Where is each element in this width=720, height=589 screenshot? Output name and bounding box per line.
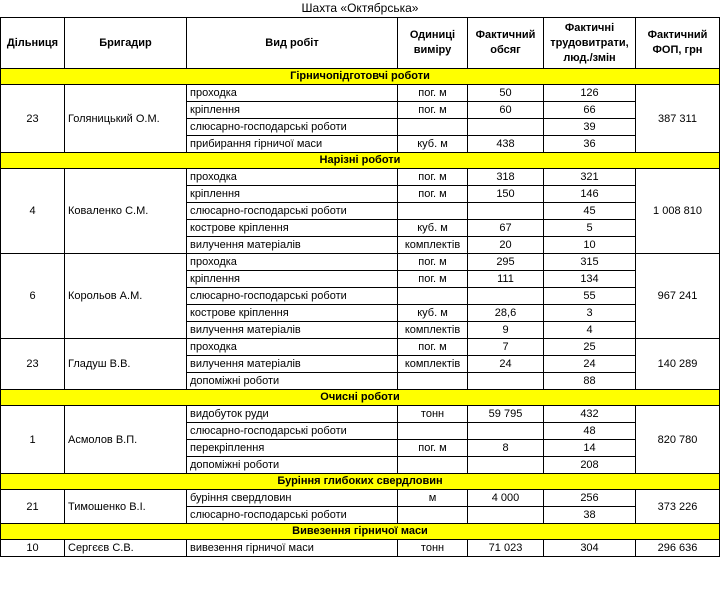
work-type-cell: слюсарно-господарські роботи xyxy=(187,507,398,524)
unit-cell: пог. м xyxy=(398,169,468,186)
unit-cell xyxy=(398,119,468,136)
volume-cell: 8 xyxy=(468,440,544,457)
labor-cell: 3 xyxy=(544,305,636,322)
group-header-row xyxy=(1,69,720,85)
volume-cell: 318 xyxy=(468,169,544,186)
unit-cell: пог. м xyxy=(398,85,468,102)
brigadier-cell: Гладуш В.В. xyxy=(65,339,187,390)
group-title: Вивезення гірничої маси xyxy=(1,524,720,540)
fop-cell: 1 008 810 xyxy=(636,169,720,254)
volume-cell: 28,6 xyxy=(468,305,544,322)
volume-cell xyxy=(468,457,544,474)
unit-cell: тонн xyxy=(398,540,468,557)
section-number-cell: 10 xyxy=(1,540,65,557)
unit-cell: пог. м xyxy=(398,186,468,203)
fop-cell: 967 241 xyxy=(636,254,720,339)
header-row xyxy=(1,18,720,69)
work-type-cell: вилучення матеріалів xyxy=(187,322,398,339)
labor-cell: 48 xyxy=(544,423,636,440)
unit-cell xyxy=(398,203,468,220)
table-row xyxy=(1,406,720,423)
work-type-cell: вивезення гірничої маси xyxy=(187,540,398,557)
labor-cell: 38 xyxy=(544,507,636,524)
volume-cell xyxy=(468,203,544,220)
section-number-cell: 21 xyxy=(1,490,65,524)
unit-cell: пог. м xyxy=(398,102,468,119)
work-type-cell: проходка xyxy=(187,254,398,271)
section-number-cell: 23 xyxy=(1,85,65,153)
labor-cell: 88 xyxy=(544,373,636,390)
unit-cell xyxy=(398,507,468,524)
unit-cell: куб. м xyxy=(398,220,468,237)
volume-cell xyxy=(468,423,544,440)
work-type-cell: кріплення xyxy=(187,271,398,288)
labor-cell: 304 xyxy=(544,540,636,557)
fop-cell: 820 780 xyxy=(636,406,720,474)
volume-cell: 50 xyxy=(468,85,544,102)
section-number-cell: 6 xyxy=(1,254,65,339)
volume-cell xyxy=(468,507,544,524)
labor-cell: 321 xyxy=(544,169,636,186)
labor-cell: 66 xyxy=(544,102,636,119)
unit-cell: пог. м xyxy=(398,339,468,356)
unit-cell: куб. м xyxy=(398,305,468,322)
brigadier-cell: Голяницький О.М. xyxy=(65,85,187,153)
work-type-cell: слюсарно-господарські роботи xyxy=(187,423,398,440)
volume-cell: 59 795 xyxy=(468,406,544,423)
labor-cell: 45 xyxy=(544,203,636,220)
col-header-work-type: Вид робіт xyxy=(187,18,398,69)
group-title: Гірничопідготовчі роботи xyxy=(1,69,720,85)
labor-cell: 24 xyxy=(544,356,636,373)
section-number-cell: 1 xyxy=(1,406,65,474)
work-type-cell: проходка xyxy=(187,339,398,356)
labor-cell: 126 xyxy=(544,85,636,102)
col-header-fop: Фактичний ФОП, грн xyxy=(636,18,720,69)
volume-cell xyxy=(468,288,544,305)
volume-cell: 150 xyxy=(468,186,544,203)
group-title: Очисні роботи xyxy=(1,390,720,406)
labor-cell: 146 xyxy=(544,186,636,203)
volume-cell xyxy=(468,119,544,136)
work-type-cell: вилучення матеріалів xyxy=(187,237,398,254)
table-row xyxy=(1,339,720,356)
work-report-table xyxy=(0,17,720,557)
work-type-cell: прибирання гірничої маси xyxy=(187,136,398,153)
section-number-cell: 4 xyxy=(1,169,65,254)
unit-cell: комплектів xyxy=(398,356,468,373)
volume-cell: 71 023 xyxy=(468,540,544,557)
unit-cell xyxy=(398,457,468,474)
unit-cell xyxy=(398,288,468,305)
table-row xyxy=(1,540,720,557)
labor-cell: 10 xyxy=(544,237,636,254)
unit-cell: куб. м xyxy=(398,136,468,153)
table-body xyxy=(1,69,720,557)
labor-cell: 256 xyxy=(544,490,636,507)
work-type-cell: проходка xyxy=(187,85,398,102)
group-header-row xyxy=(1,153,720,169)
brigadier-cell: Корольов А.М. xyxy=(65,254,187,339)
labor-cell: 4 xyxy=(544,322,636,339)
unit-cell: м xyxy=(398,490,468,507)
volume-cell: 7 xyxy=(468,339,544,356)
section-number-cell: 23 xyxy=(1,339,65,390)
work-type-cell: слюсарно-господарські роботи xyxy=(187,203,398,220)
work-type-cell: видобуток руди xyxy=(187,406,398,423)
work-type-cell: слюсарно-господарські роботи xyxy=(187,288,398,305)
volume-cell: 24 xyxy=(468,356,544,373)
volume-cell: 438 xyxy=(468,136,544,153)
group-header-row xyxy=(1,524,720,540)
col-header-unit: Одиниці виміру xyxy=(398,18,468,69)
report-title: Шахта «Октябрська» xyxy=(301,1,419,15)
labor-cell: 432 xyxy=(544,406,636,423)
group-header-row xyxy=(1,390,720,406)
col-header-brigadier: Бригадир xyxy=(65,18,187,69)
unit-cell: комплектів xyxy=(398,237,468,254)
fop-cell: 387 311 xyxy=(636,85,720,153)
work-type-cell: вилучення матеріалів xyxy=(187,356,398,373)
fop-cell: 296 636 xyxy=(636,540,720,557)
work-type-cell: кріплення xyxy=(187,102,398,119)
brigadier-cell: Асмолов В.П. xyxy=(65,406,187,474)
volume-cell: 111 xyxy=(468,271,544,288)
table-row xyxy=(1,254,720,271)
unit-cell xyxy=(398,373,468,390)
table-row xyxy=(1,85,720,102)
volume-cell: 9 xyxy=(468,322,544,339)
unit-cell: комплектів xyxy=(398,322,468,339)
labor-cell: 14 xyxy=(544,440,636,457)
work-type-cell: допоміжні роботи xyxy=(187,457,398,474)
labor-cell: 36 xyxy=(544,136,636,153)
work-type-cell: кострове кріплення xyxy=(187,305,398,322)
col-header-labor: Фактичні трудовитрати, люд./змін xyxy=(544,18,636,69)
col-header-section: Дільниця xyxy=(1,18,65,69)
col-header-volume: Фактичний обсяг xyxy=(468,18,544,69)
brigadier-cell: Коваленко С.М. xyxy=(65,169,187,254)
unit-cell xyxy=(398,423,468,440)
labor-cell: 39 xyxy=(544,119,636,136)
volume-cell: 295 xyxy=(468,254,544,271)
labor-cell: 315 xyxy=(544,254,636,271)
volume-cell: 60 xyxy=(468,102,544,119)
volume-cell: 67 xyxy=(468,220,544,237)
labor-cell: 134 xyxy=(544,271,636,288)
volume-cell: 4 000 xyxy=(468,490,544,507)
work-type-cell: кріплення xyxy=(187,186,398,203)
brigadier-cell: Тимошенко В.І. xyxy=(65,490,187,524)
volume-cell: 20 xyxy=(468,237,544,254)
fop-cell: 373 226 xyxy=(636,490,720,524)
table-row xyxy=(1,490,720,507)
volume-cell xyxy=(468,373,544,390)
labor-cell: 5 xyxy=(544,220,636,237)
work-type-cell: слюсарно-господарські роботи xyxy=(187,119,398,136)
labor-cell: 208 xyxy=(544,457,636,474)
labor-cell: 25 xyxy=(544,339,636,356)
labor-cell: 55 xyxy=(544,288,636,305)
work-type-cell: буріння свердловин xyxy=(187,490,398,507)
work-type-cell: перекріплення xyxy=(187,440,398,457)
work-type-cell: кострове кріплення xyxy=(187,220,398,237)
work-type-cell: проходка xyxy=(187,169,398,186)
work-type-cell: допоміжні роботи xyxy=(187,373,398,390)
unit-cell: тонн xyxy=(398,406,468,423)
group-title: Буріння глибоких свердловин xyxy=(1,474,720,490)
unit-cell: пог. м xyxy=(398,254,468,271)
unit-cell: пог. м xyxy=(398,440,468,457)
brigadier-cell: Сергєєв С.В. xyxy=(65,540,187,557)
table-row xyxy=(1,169,720,186)
fop-cell: 140 289 xyxy=(636,339,720,390)
group-title: Нарізні роботи xyxy=(1,153,720,169)
unit-cell: пог. м xyxy=(398,271,468,288)
group-header-row xyxy=(1,474,720,490)
